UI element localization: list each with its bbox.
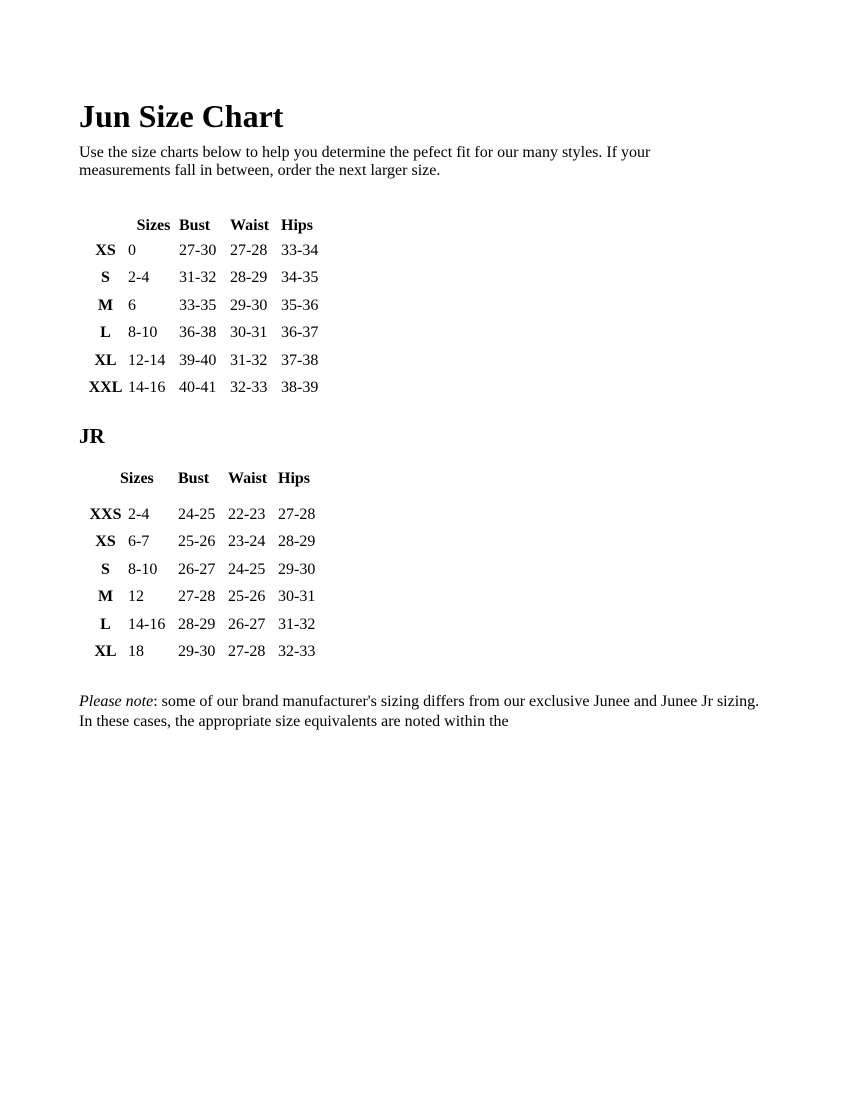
cell-waist: 26-27 [228,615,266,633]
cell-hips: 37-38 [281,351,319,369]
cell-bust: 29-30 [178,643,216,661]
row-label: L [100,615,111,633]
cell-waist: 25-26 [228,588,266,606]
cell-hips: 38-39 [281,379,319,397]
cell-sizes: 18 [128,643,144,661]
cell-sizes: 2-4 [128,269,150,287]
cell-bust: 25-26 [178,533,216,551]
cell-hips: 30-31 [278,588,316,606]
cell-bust: 33-35 [179,296,217,314]
intro-paragraph: Use the size charts below to help you determine the pefect fit for our many styles. If your measurements fall in between, order the next larger size. [79,144,651,179]
jr-section-heading: JR [79,424,105,448]
row-label: L [100,324,111,342]
sizing-note [79,692,769,732]
cell-sizes: 8-10 [128,560,158,578]
note-label: Please note [79,693,154,710]
cell-bust: 39-40 [179,351,217,369]
cell-sizes: 12-14 [128,351,166,369]
cell-waist: 32-33 [230,379,268,397]
cell-sizes: 6-7 [128,533,150,551]
header-waist: Waist [230,217,270,234]
row-label: XL [94,643,117,661]
row-label: S [101,269,110,287]
cell-sizes: 14-16 [128,615,166,633]
table-header-row [83,467,320,491]
row-label: M [97,296,114,314]
cell-hips: 31-32 [278,615,316,633]
cell-waist: 29-30 [230,296,268,314]
cell-waist: 23-24 [228,533,266,551]
row-label: XS [95,241,116,259]
cell-sizes: 8-10 [128,324,158,342]
spacer-cell [83,491,320,501]
cell-bust: 27-28 [178,588,216,606]
cell-waist: 27-28 [230,241,268,259]
header-waist: Waist [228,470,268,487]
cell-hips: 32-33 [278,643,316,661]
table-row [83,237,323,265]
table-row [83,320,323,348]
table-row [83,556,320,584]
cell-waist: 31-32 [230,351,268,369]
cell-waist: 22-23 [228,505,266,523]
table-row [83,529,320,557]
cell-hips: 34-35 [281,269,319,287]
cell-sizes: 14-16 [128,379,166,397]
header-sizes: Sizes [120,470,154,487]
note-text: : some of our brand manufacturer's sizing differs from our exclusive Junee and Junee Jr sizing. In these cases, the appropriate size equivalents are noted within the [79,693,760,730]
row-label: XXL [88,379,123,397]
cell-bust: 27-30 [179,241,217,259]
cell-sizes: 6 [128,296,136,314]
table-row [83,292,323,320]
cell-sizes: 2-4 [128,505,150,523]
table-row [83,265,323,293]
jun-size-table [83,215,323,402]
cell-hips: 28-29 [278,533,316,551]
row-label: XS [95,533,116,551]
header-sizes: Sizes [136,217,171,234]
header-hips: Hips [281,217,314,234]
row-label: XXS [89,505,122,523]
page-title: Jun Size Chart [79,98,284,134]
cell-hips: 27-28 [278,505,316,523]
cell-bust: 40-41 [179,379,217,397]
cell-bust: 31-32 [179,269,217,287]
row-label: XL [94,351,117,369]
table-row [83,639,320,667]
table-row [83,347,323,375]
cell-waist: 30-31 [230,324,268,342]
cell-bust: 28-29 [178,615,216,633]
header-corner [83,215,128,237]
header-hips: Hips [278,470,311,487]
cell-waist: 27-28 [228,643,266,661]
table-row [83,501,320,529]
cell-hips: 35-36 [281,296,319,314]
table-row [83,584,320,612]
header-bust: Bust [179,217,211,234]
header-spacer [83,491,320,501]
cell-bust: 36-38 [179,324,217,342]
table-header-row [83,215,323,237]
cell-bust: 26-27 [178,560,216,578]
cell-sizes: 0 [128,241,136,259]
row-label: M [97,588,114,606]
row-label: S [101,560,110,578]
cell-waist: 28-29 [230,269,268,287]
cell-hips: 33-34 [281,241,319,259]
cell-hips: 29-30 [278,560,316,578]
header-bust: Bust [178,470,210,487]
table-row [83,611,320,639]
cell-bust: 24-25 [178,505,216,523]
cell-waist: 24-25 [228,560,266,578]
cell-sizes: 12 [128,588,144,606]
table-row [83,375,323,403]
jr-size-table [83,467,320,666]
cell-hips: 36-37 [281,324,319,342]
